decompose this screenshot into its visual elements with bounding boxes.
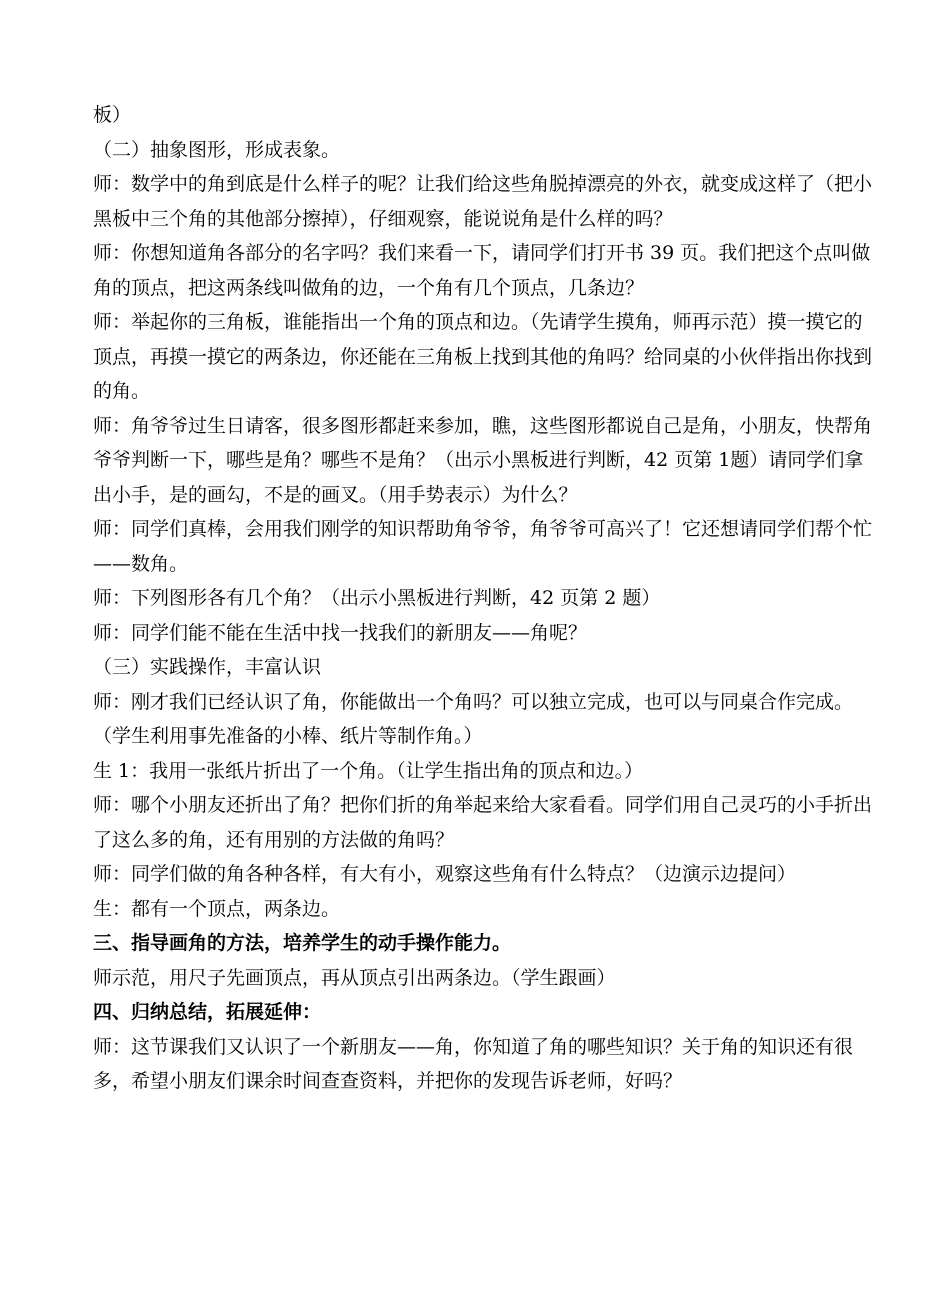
- section-heading-abstract: （二）抽象图形，形成表象。: [93, 138, 341, 161]
- paragraph-teacher-4: 师：角爷爷过生日请客，很多图形都赶来参加，瞧，这些图形都说自己是角，小朋友，快帮角爷爷判断一下，哪些是角？哪些不是角？（出示小黑板进行判断，42 页第 1题）请同学们拿出小手，是的画勾，不是的画叉。（用手势表示）为什么？: [93, 414, 873, 506]
- paragraph-teacher-8: 师：刚才我们已经认识了角，你能做出一个角吗？可以独立完成，也可以与同桌合作完成。: [93, 690, 854, 713]
- section-heading-summary: 四、归纳总结，拓展延伸：: [93, 1001, 322, 1023]
- paragraph-line-1: 板）: [93, 104, 132, 126]
- paragraph-teacher-11: 师：这节课我们又认识了一个新朋友——角，你知道了角的哪些知识？关于角的知识还有很多，希望小朋友们课余时间查查资料，并把你的发现告诉老师，好吗？: [93, 1035, 854, 1092]
- paragraph-student-1: 生 1：我用一张纸片折出了一个角。（让学生指出角的顶点和边。）: [93, 759, 644, 782]
- paragraph-teacher-6: 师：下列图形各有几个角？（出示小黑板进行判断，42 页第 2 题）: [93, 587, 661, 609]
- paragraph-teacher-7: 师：同学们能不能在生活中找一找我们的新朋友——角呢？: [93, 621, 588, 644]
- paragraph-note-1: （学生利用事先准备的小棒、纸片等制作角。）: [93, 725, 483, 747]
- section-heading-practice: （三）实践操作，丰富认识: [93, 656, 322, 678]
- paragraph-teacher-9: 师：哪个小朋友还折出了角？把你们折的角举起来给大家看看。同学们用自己灵巧的小手折出了这么多的角，还有用别的方法做的角吗？: [93, 794, 873, 851]
- paragraph-teacher-1: 师：数学中的角到底是什么样子的呢？让我们给这些角脱掉漂亮的外衣，就变成这样了（把小黑板中三个角的其他部分擦掉），仔细观察，能说说角是什么样的吗？: [93, 173, 873, 230]
- paragraph-teacher-10: 师：同学们做的角各种各样，有大有小，观察这些角有什么特点？（边演示边提问）: [93, 863, 797, 885]
- paragraph-student-2: 生：都有一个顶点，两条边。: [93, 897, 341, 920]
- section-heading-drawing: 三、指导画角的方法，培养学生的动手操作能力。: [93, 932, 512, 954]
- paragraph-teacher-2: 师：你想知道角各部分的名字吗？我们来看一下，请同学们打开书 39 页。我们把这个点叫做角的顶点，把这两条线叫做角的边，一个角有几个顶点，几条边？: [93, 242, 871, 299]
- paragraph-teacher-5: 师：同学们真棒，会用我们刚学的知识帮助角爷爷，角爷爷可高兴了！它还想请同学们帮个忙——数角。: [93, 518, 873, 575]
- paragraph-teacher-demo: 师示范，用尺子先画顶点，再从顶点引出两条边。（学生跟画）: [93, 966, 616, 989]
- paragraph-teacher-3: 师：举起你的三角板，谁能指出一个角的顶点和边。（先请学生摸角，师再示范）摸一摸它的顶点，再摸一摸它的两条边，你还能在三角板上找到其他的角吗？给同桌的小伙伴指出你找到的角。: [93, 311, 873, 402]
- document-body: [93, 98, 873, 1099]
